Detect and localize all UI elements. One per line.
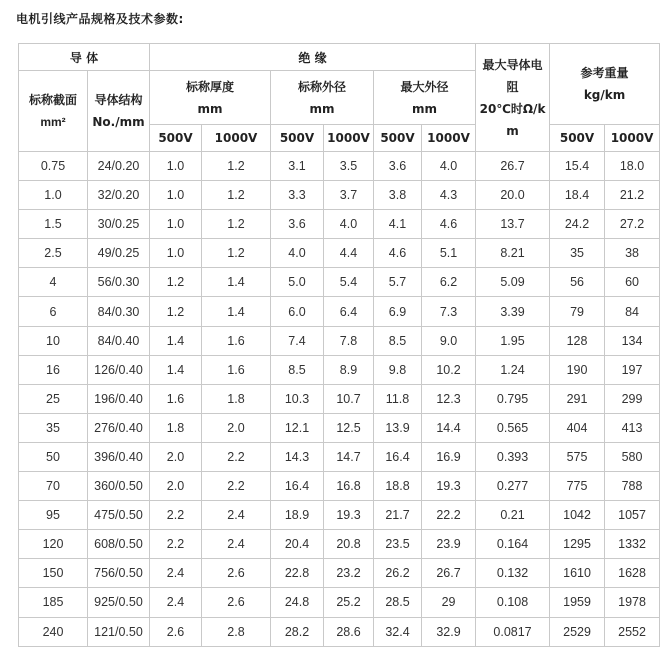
cell-structure: 608/0.50 (88, 530, 150, 559)
header-resistance-line4: m (506, 123, 519, 138)
cell-resistance: 0.164 (476, 530, 550, 559)
cell-area: 16 (19, 355, 88, 384)
cell-weight-500v: 24.2 (550, 210, 605, 239)
cell-resistance: 5.09 (476, 268, 550, 297)
cell-resistance: 3.39 (476, 297, 550, 326)
cell-max-500v: 5.7 (374, 268, 422, 297)
cell-max-500v: 3.6 (374, 152, 422, 181)
header-weight-500v: 500V (550, 125, 605, 152)
cell-outer-500v: 14.3 (271, 442, 324, 471)
cell-max-500v: 11.8 (374, 384, 422, 413)
cell-weight-500v: 1042 (550, 501, 605, 530)
cell-structure: 276/0.40 (88, 413, 150, 442)
header-resistance-line3: 20℃时Ω/k (479, 101, 546, 116)
cell-resistance: 26.7 (476, 152, 550, 181)
table-row (19, 413, 660, 442)
cell-weight-500v: 1959 (550, 588, 605, 617)
cell-weight-1000v: 580 (605, 442, 660, 471)
table-row (19, 326, 660, 355)
cell-resistance: 13.7 (476, 210, 550, 239)
cell-outer-1000v: 3.5 (324, 152, 374, 181)
cell-weight-1000v: 1978 (605, 588, 660, 617)
cell-weight-1000v: 27.2 (605, 210, 660, 239)
header-max-outer-diameter-label: 最大外径 (400, 79, 449, 94)
cell-weight-1000v: 299 (605, 384, 660, 413)
cell-outer-1000v: 16.8 (324, 472, 374, 501)
cell-thickness-500v: 2.2 (150, 530, 202, 559)
table-row (19, 239, 660, 268)
cell-weight-500v: 35 (550, 239, 605, 268)
header-nominal-area-unit: mm² (40, 115, 66, 129)
cell-resistance: 0.565 (476, 413, 550, 442)
table-row (19, 297, 660, 326)
cell-outer-500v: 5.0 (271, 268, 324, 297)
cell-max-500v: 26.2 (374, 559, 422, 588)
cell-weight-500v: 1295 (550, 530, 605, 559)
cell-weight-1000v: 788 (605, 472, 660, 501)
cell-area: 50 (19, 442, 88, 471)
cell-outer-500v: 28.2 (271, 617, 324, 646)
cell-resistance: 0.277 (476, 472, 550, 501)
cell-weight-500v: 128 (550, 326, 605, 355)
header-conductor: 导 体 (19, 44, 150, 71)
cell-weight-1000v: 1057 (605, 501, 660, 530)
header-nominal-area-label: 标称截面 (28, 93, 77, 107)
cell-max-500v: 4.1 (374, 210, 422, 239)
cell-outer-1000v: 7.8 (324, 326, 374, 355)
cell-thickness-1000v: 1.8 (202, 384, 271, 413)
cell-area: 25 (19, 384, 88, 413)
cell-outer-500v: 4.0 (271, 239, 324, 268)
cell-max-1000v: 4.6 (422, 210, 476, 239)
cell-weight-500v: 56 (550, 268, 605, 297)
cell-thickness-1000v: 1.6 (202, 326, 271, 355)
cell-thickness-500v: 1.6 (150, 384, 202, 413)
table-row (19, 530, 660, 559)
cell-thickness-1000v: 2.4 (202, 501, 271, 530)
cell-outer-500v: 22.8 (271, 559, 324, 588)
cell-max-1000v: 19.3 (422, 472, 476, 501)
cell-weight-500v: 291 (550, 384, 605, 413)
header-insulation: 绝 缘 (150, 44, 476, 71)
cell-resistance: 0.795 (476, 384, 550, 413)
cell-thickness-500v: 1.0 (150, 210, 202, 239)
cell-structure: 126/0.40 (88, 355, 150, 384)
cell-max-500v: 21.7 (374, 501, 422, 530)
cell-outer-1000v: 25.2 (324, 588, 374, 617)
cell-outer-500v: 16.4 (271, 472, 324, 501)
header-outer-diameter (271, 71, 374, 125)
table-row (19, 442, 660, 471)
cell-outer-500v: 12.1 (271, 413, 324, 442)
cell-max-1000v: 12.3 (422, 384, 476, 413)
cell-thickness-1000v: 1.4 (202, 268, 271, 297)
cell-structure: 121/0.50 (88, 617, 150, 646)
cell-resistance: 1.95 (476, 326, 550, 355)
cell-weight-1000v: 1628 (605, 559, 660, 588)
header-max-1000v: 1000V (422, 125, 476, 152)
header-max-500v: 500V (374, 125, 422, 152)
cell-thickness-1000v: 1.4 (202, 297, 271, 326)
cell-thickness-1000v: 1.2 (202, 181, 271, 210)
cell-resistance: 0.108 (476, 588, 550, 617)
cell-area: 2.5 (19, 239, 88, 268)
cell-structure: 925/0.50 (88, 588, 150, 617)
cell-area: 150 (19, 559, 88, 588)
cell-weight-1000v: 21.2 (605, 181, 660, 210)
header-structure (88, 71, 150, 152)
cell-outer-500v: 3.3 (271, 181, 324, 210)
header-outer-diameter-unit: mm (309, 101, 335, 116)
cell-thickness-500v: 2.4 (150, 588, 202, 617)
cell-thickness-500v: 1.0 (150, 152, 202, 181)
cell-thickness-1000v: 2.0 (202, 413, 271, 442)
cell-thickness-1000v: 2.6 (202, 559, 271, 588)
cell-outer-1000v: 19.3 (324, 501, 374, 530)
cell-structure: 756/0.50 (88, 559, 150, 588)
cell-outer-500v: 10.3 (271, 384, 324, 413)
cell-area: 10 (19, 326, 88, 355)
cell-area: 1.0 (19, 181, 88, 210)
table-row (19, 559, 660, 588)
cell-thickness-500v: 1.4 (150, 355, 202, 384)
cell-structure: 30/0.25 (88, 210, 150, 239)
cell-outer-1000v: 14.7 (324, 442, 374, 471)
header-weight-1000v: 1000V (605, 125, 660, 152)
header-structure-unit: No./mm (92, 115, 145, 129)
cell-max-500v: 4.6 (374, 239, 422, 268)
cell-thickness-500v: 1.4 (150, 326, 202, 355)
cell-outer-500v: 18.9 (271, 501, 324, 530)
cell-weight-1000v: 413 (605, 413, 660, 442)
cell-weight-500v: 190 (550, 355, 605, 384)
cell-area: 1.5 (19, 210, 88, 239)
cell-thickness-500v: 2.0 (150, 472, 202, 501)
cell-outer-1000v: 5.4 (324, 268, 374, 297)
cell-structure: 196/0.40 (88, 384, 150, 413)
cell-max-1000v: 14.4 (422, 413, 476, 442)
cell-max-1000v: 6.2 (422, 268, 476, 297)
cell-max-500v: 28.5 (374, 588, 422, 617)
cell-max-1000v: 32.9 (422, 617, 476, 646)
cell-resistance: 0.132 (476, 559, 550, 588)
cell-area: 95 (19, 501, 88, 530)
cell-max-500v: 16.4 (374, 442, 422, 471)
cell-thickness-500v: 1.2 (150, 297, 202, 326)
cell-resistance: 0.21 (476, 501, 550, 530)
cell-outer-1000v: 12.5 (324, 413, 374, 442)
cell-max-500v: 13.9 (374, 413, 422, 442)
cell-area: 70 (19, 472, 88, 501)
cell-thickness-500v: 1.2 (150, 268, 202, 297)
cell-outer-1000v: 23.2 (324, 559, 374, 588)
table-row (19, 152, 660, 181)
cell-weight-500v: 404 (550, 413, 605, 442)
cell-outer-500v: 3.1 (271, 152, 324, 181)
cell-thickness-1000v: 1.2 (202, 239, 271, 268)
cell-thickness-500v: 2.0 (150, 442, 202, 471)
header-resistance (476, 44, 550, 152)
table-row (19, 588, 660, 617)
cell-weight-500v: 15.4 (550, 152, 605, 181)
header-weight-unit: kg/km (583, 88, 626, 102)
cell-outer-1000v: 4.0 (324, 210, 374, 239)
cell-thickness-1000v: 1.6 (202, 355, 271, 384)
cell-max-1000v: 7.3 (422, 297, 476, 326)
cell-outer-1000v: 3.7 (324, 181, 374, 210)
header-outer-500v: 500V (271, 125, 324, 152)
cell-max-1000v: 4.0 (422, 152, 476, 181)
cell-resistance: 20.0 (476, 181, 550, 210)
cell-max-1000v: 26.7 (422, 559, 476, 588)
cell-area: 240 (19, 617, 88, 646)
cell-area: 4 (19, 268, 88, 297)
header-resistance-line1: 最大导体电 (482, 57, 543, 72)
cell-weight-1000v: 84 (605, 297, 660, 326)
cell-thickness-500v: 2.4 (150, 559, 202, 588)
cell-outer-1000v: 8.9 (324, 355, 374, 384)
cell-weight-500v: 575 (550, 442, 605, 471)
table-row (19, 355, 660, 384)
cell-thickness-1000v: 2.6 (202, 588, 271, 617)
cell-max-500v: 32.4 (374, 617, 422, 646)
cell-resistance: 1.24 (476, 355, 550, 384)
cell-weight-500v: 1610 (550, 559, 605, 588)
cell-weight-500v: 2529 (550, 617, 605, 646)
table-row (19, 210, 660, 239)
cell-weight-1000v: 1332 (605, 530, 660, 559)
header-thickness-500v: 500V (150, 125, 202, 152)
cell-max-1000v: 10.2 (422, 355, 476, 384)
header-weight-label: 参考重量 (580, 66, 629, 80)
cell-area: 6 (19, 297, 88, 326)
cell-outer-500v: 6.0 (271, 297, 324, 326)
table-row (19, 501, 660, 530)
cell-weight-500v: 79 (550, 297, 605, 326)
cell-thickness-1000v: 2.2 (202, 442, 271, 471)
cell-resistance: 8.21 (476, 239, 550, 268)
cell-thickness-500v: 1.8 (150, 413, 202, 442)
header-max-outer-diameter (374, 71, 476, 125)
cell-thickness-500v: 1.0 (150, 181, 202, 210)
cell-structure: 396/0.40 (88, 442, 150, 471)
header-resistance-line2: 阻 (506, 79, 519, 94)
cell-max-500v: 6.9 (374, 297, 422, 326)
cell-max-1000v: 4.3 (422, 181, 476, 210)
cell-max-500v: 18.8 (374, 472, 422, 501)
cell-outer-1000v: 6.4 (324, 297, 374, 326)
cell-structure: 84/0.40 (88, 326, 150, 355)
cell-structure: 49/0.25 (88, 239, 150, 268)
header-weight (550, 44, 660, 125)
cell-outer-500v: 7.4 (271, 326, 324, 355)
cell-resistance: 0.0817 (476, 617, 550, 646)
header-thickness-label: 标称厚度 (185, 79, 234, 94)
cell-outer-1000v: 4.4 (324, 239, 374, 268)
cell-max-500v: 3.8 (374, 181, 422, 210)
cell-thickness-500v: 2.6 (150, 617, 202, 646)
cell-outer-500v: 8.5 (271, 355, 324, 384)
header-thickness (150, 71, 271, 125)
header-max-outer-diameter-unit: mm (412, 101, 438, 116)
cell-weight-1000v: 18.0 (605, 152, 660, 181)
cell-max-500v: 9.8 (374, 355, 422, 384)
cell-outer-500v: 20.4 (271, 530, 324, 559)
cell-weight-500v: 18.4 (550, 181, 605, 210)
cell-outer-1000v: 28.6 (324, 617, 374, 646)
cell-max-500v: 8.5 (374, 326, 422, 355)
table-row (19, 268, 660, 297)
cell-thickness-1000v: 2.4 (202, 530, 271, 559)
cell-area: 120 (19, 530, 88, 559)
cell-max-1000v: 5.1 (422, 239, 476, 268)
cell-structure: 84/0.30 (88, 297, 150, 326)
cell-outer-1000v: 10.7 (324, 384, 374, 413)
cell-weight-1000v: 2552 (605, 617, 660, 646)
table-row (19, 181, 660, 210)
cell-thickness-1000v: 2.8 (202, 617, 271, 646)
header-thickness-1000v: 1000V (202, 125, 271, 152)
table-row (19, 472, 660, 501)
cell-area: 0.75 (19, 152, 88, 181)
cell-thickness-500v: 2.2 (150, 501, 202, 530)
cell-thickness-1000v: 1.2 (202, 210, 271, 239)
cell-area: 185 (19, 588, 88, 617)
table-row (19, 384, 660, 413)
cell-resistance: 0.393 (476, 442, 550, 471)
cell-max-1000v: 23.9 (422, 530, 476, 559)
cell-structure: 56/0.30 (88, 268, 150, 297)
page-title: 电机引线产品规格及技术参数: (16, 12, 184, 26)
header-outer-1000v: 1000V (324, 125, 374, 152)
cell-outer-500v: 3.6 (271, 210, 324, 239)
cell-weight-1000v: 134 (605, 326, 660, 355)
cell-thickness-500v: 1.0 (150, 239, 202, 268)
header-outer-diameter-label: 标称外径 (297, 79, 346, 94)
cell-structure: 32/0.20 (88, 181, 150, 210)
cell-outer-1000v: 20.8 (324, 530, 374, 559)
cell-thickness-1000v: 1.2 (202, 152, 271, 181)
cell-weight-1000v: 38 (605, 239, 660, 268)
cell-structure: 24/0.20 (88, 152, 150, 181)
cell-weight-1000v: 60 (605, 268, 660, 297)
cell-max-1000v: 29 (422, 588, 476, 617)
header-nominal-area (19, 71, 88, 152)
cell-structure: 475/0.50 (88, 501, 150, 530)
cell-max-500v: 23.5 (374, 530, 422, 559)
cell-outer-500v: 24.8 (271, 588, 324, 617)
spec-table (18, 43, 660, 647)
cell-max-1000v: 22.2 (422, 501, 476, 530)
table-row (19, 617, 660, 646)
cell-weight-1000v: 197 (605, 355, 660, 384)
cell-area: 35 (19, 413, 88, 442)
cell-max-1000v: 16.9 (422, 442, 476, 471)
header-thickness-unit: mm (197, 101, 223, 116)
cell-structure: 360/0.50 (88, 472, 150, 501)
cell-weight-500v: 775 (550, 472, 605, 501)
cell-max-1000v: 9.0 (422, 326, 476, 355)
cell-thickness-1000v: 2.2 (202, 472, 271, 501)
header-structure-label: 导体结构 (94, 93, 143, 107)
